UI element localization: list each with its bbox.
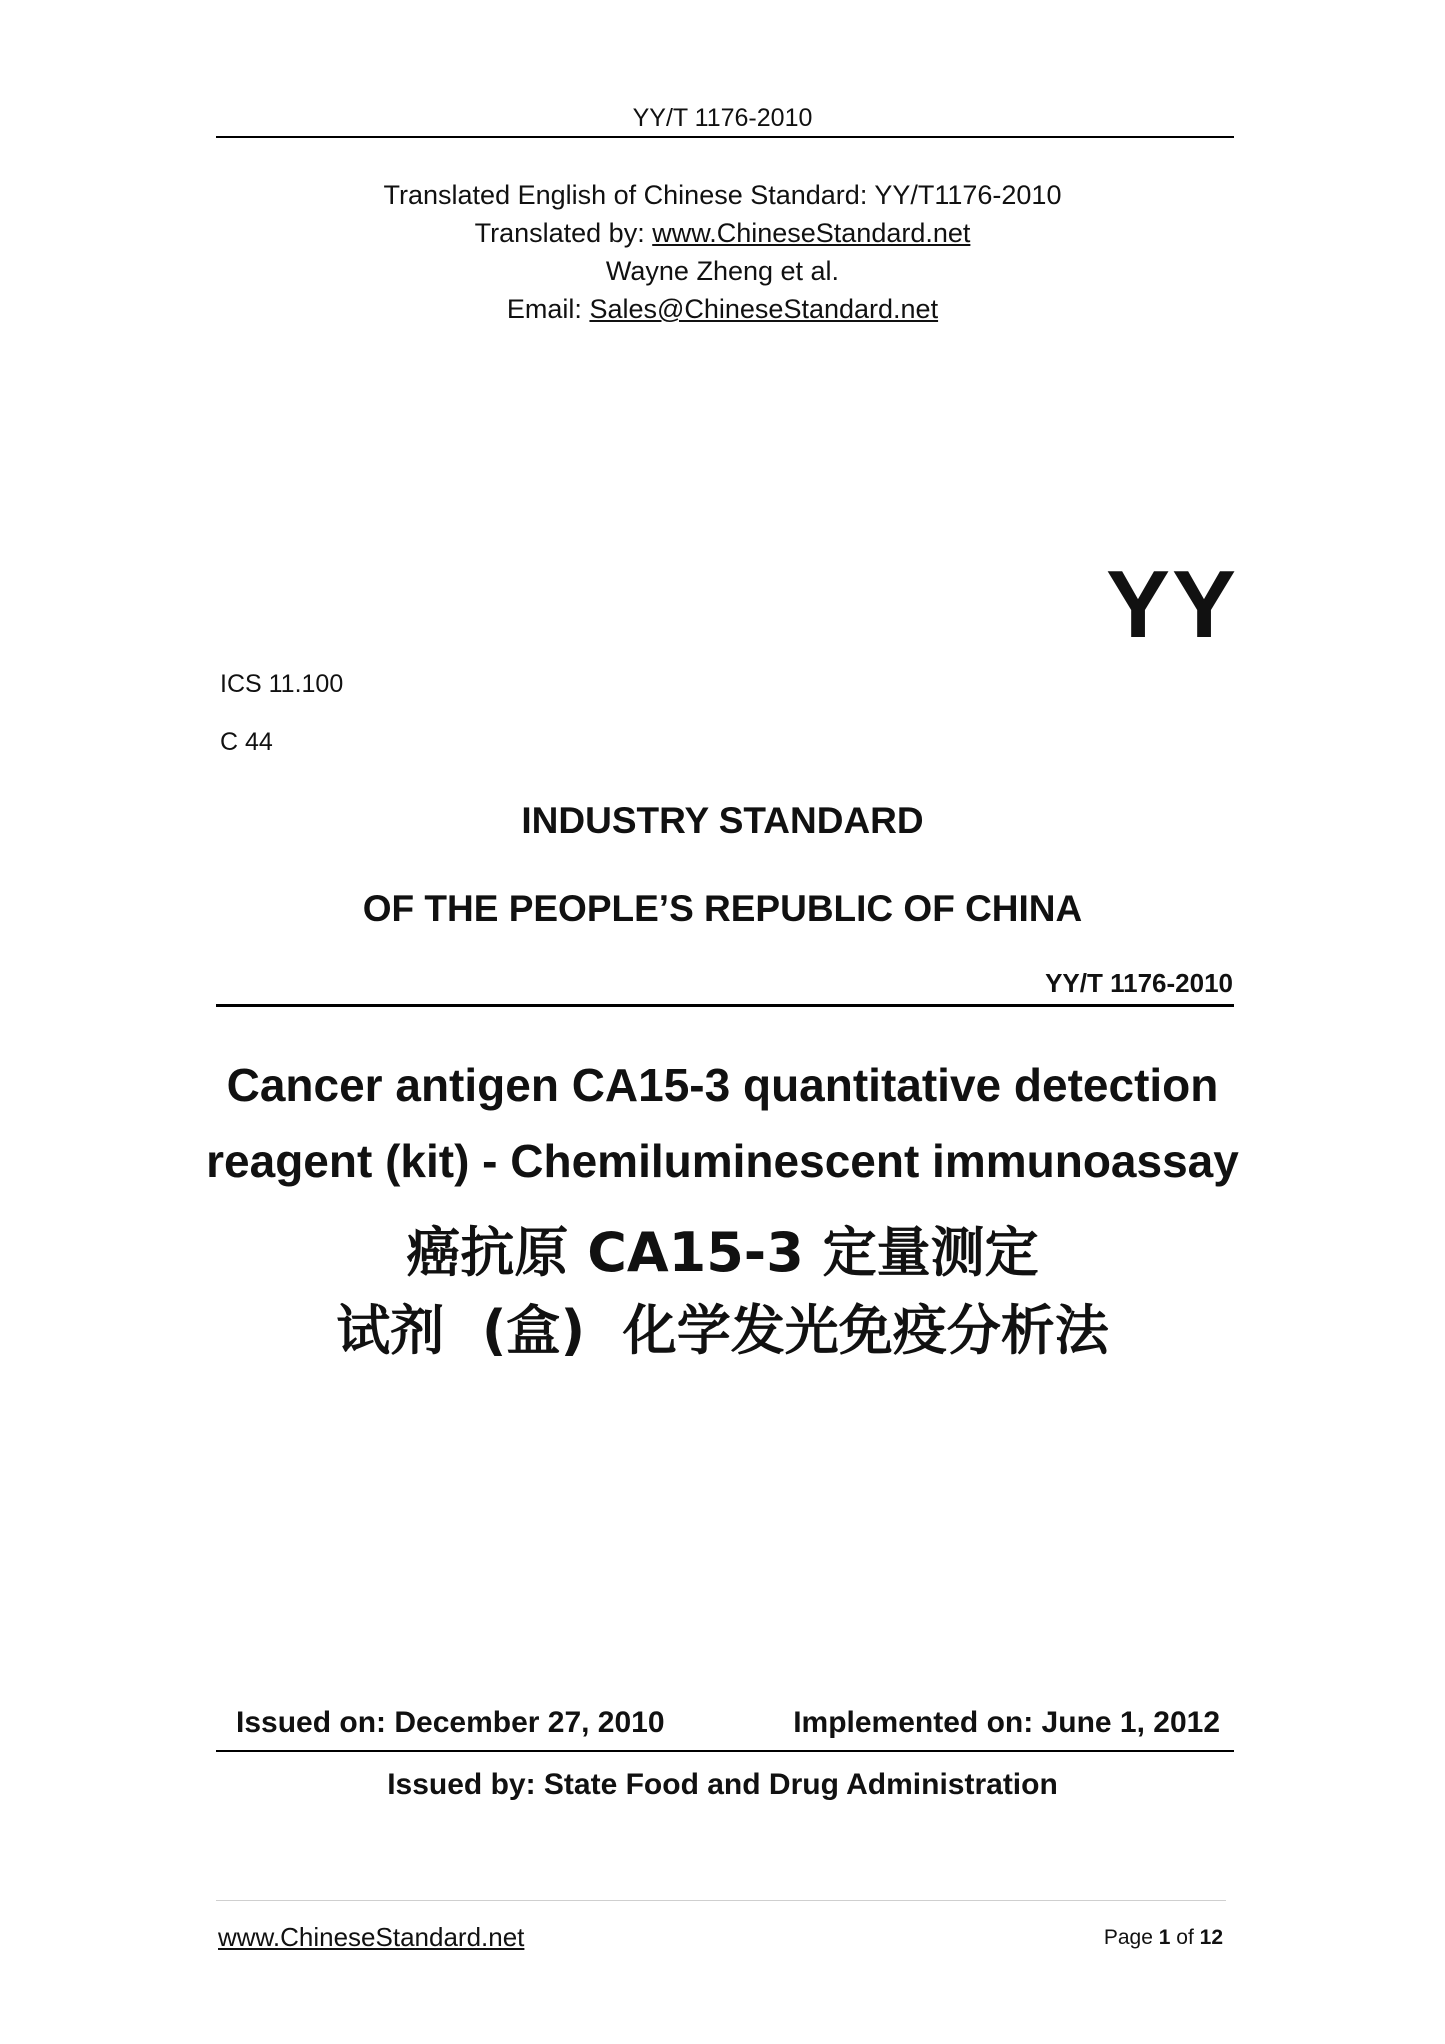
translated-by-line — [0, 218, 1445, 249]
chinese-title-line-1: 癌抗原 CA15-3 定量测定 — [406, 1221, 1039, 1284]
translator-website-link[interactable]: www.ChineseStandard.net — [652, 218, 971, 248]
chinese-title-line-2: 试剂 (盒) 化学发光免疫分析法 — [336, 1299, 1109, 1362]
country-title: OF THE PEOPLE’S REPUBLIC OF CHINA — [362, 888, 1083, 929]
footer-website-link[interactable]: www.ChineseStandard.net — [218, 1922, 525, 1952]
standard-type-title: INDUSTRY STANDARD — [521, 800, 924, 841]
running-header: YY/T 1176-2010 — [632, 104, 813, 132]
footer-rule — [216, 1900, 1226, 1901]
email-link[interactable]: Sales@ChineseStandard.net — [589, 294, 939, 324]
english-title-line-2: reagent (kit) - Chemiluminescent immunoassay — [206, 1135, 1239, 1187]
issued-on-date: Issued on: December 27, 2010 — [236, 1706, 665, 1739]
page-mid: of — [1170, 1926, 1200, 1949]
email-line — [0, 294, 1445, 325]
translated-by-label: Translated by: — [474, 218, 653, 248]
translator-name: Wayne Zheng et al. — [605, 256, 840, 286]
english-title-line-1: Cancer antigen CA15-3 quantitative detection — [226, 1059, 1219, 1111]
header-rule — [216, 136, 1234, 138]
yy-standard-mark: YY — [1105, 551, 1238, 658]
email-label: Email: — [506, 294, 590, 324]
standard-number: YY/T 1176-2010 — [1045, 968, 1233, 998]
page-prefix: Page — [1103, 1926, 1159, 1949]
classification-code: C 44 — [220, 728, 273, 756]
page-current: 1 — [1158, 1926, 1171, 1949]
implemented-on-date: Implemented on: June 1, 2012 — [793, 1706, 1220, 1739]
page-number — [1104, 1926, 1223, 1950]
page-total: 12 — [1199, 1926, 1223, 1949]
translation-note: Translated English of Chinese Standard: YY/T1176-2010 — [383, 180, 1062, 210]
issuing-authority: Issued by: State Food and Drug Administration — [387, 1768, 1058, 1801]
ics-code: ICS 11.100 — [220, 670, 344, 698]
title-rule — [216, 1004, 1234, 1007]
issue-rule — [216, 1750, 1234, 1752]
